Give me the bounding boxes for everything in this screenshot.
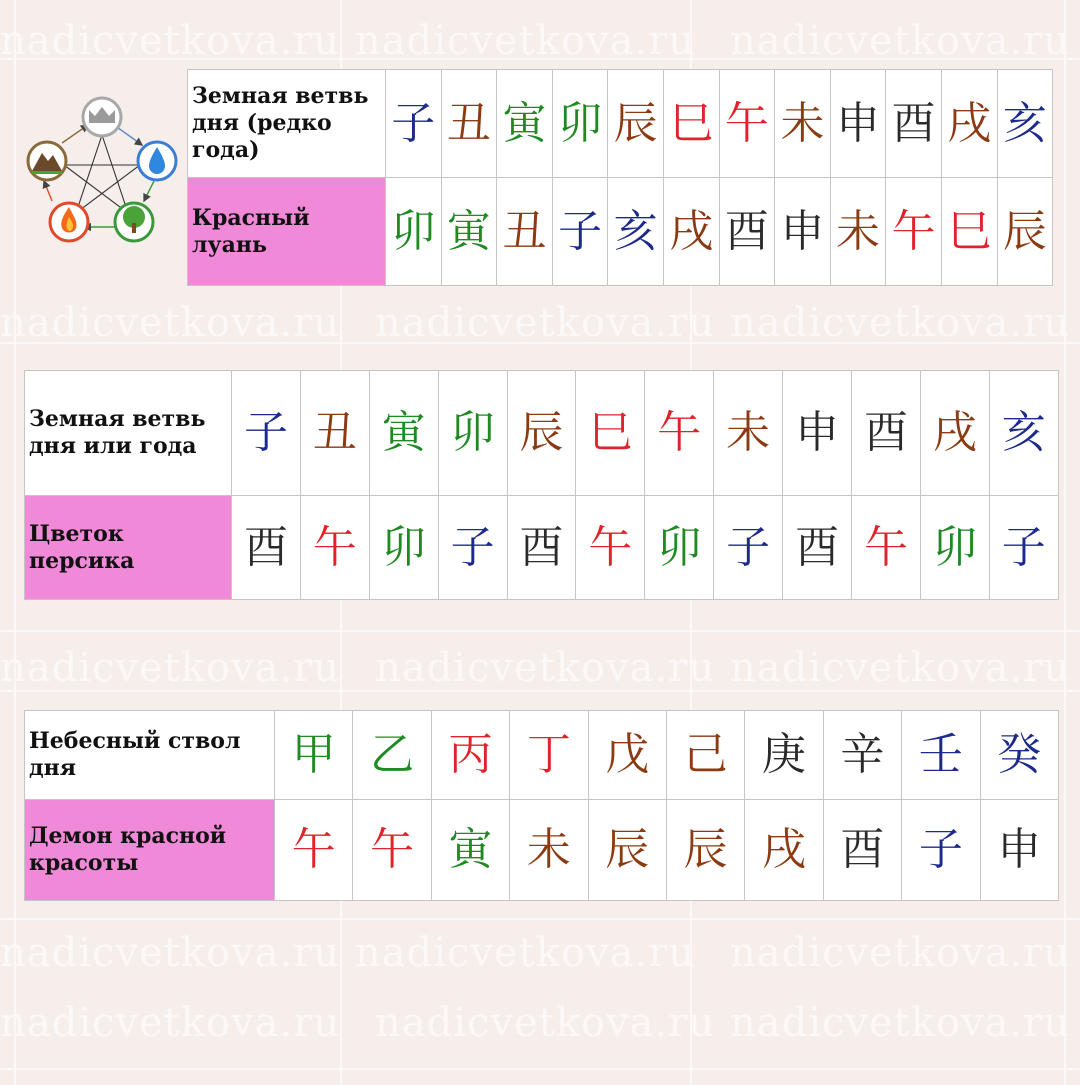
char-cell xyxy=(775,70,831,178)
char-cell xyxy=(608,178,664,286)
branch-char: 午 xyxy=(312,521,357,573)
branch-char: 酉 xyxy=(840,824,885,875)
watermark-text: nadicvetkova.ru xyxy=(0,1000,341,1046)
char-cell xyxy=(663,70,719,178)
branch-char: 辰 xyxy=(605,824,650,875)
char-cell xyxy=(438,496,507,600)
char-cell xyxy=(745,800,823,901)
char-cell xyxy=(576,371,645,496)
char-cell xyxy=(886,70,942,178)
char-cell xyxy=(232,496,301,600)
watermark-text: nadicvetkova.ru xyxy=(730,18,1071,64)
char-cell xyxy=(997,70,1053,178)
branch-char: 午 xyxy=(291,824,336,875)
branch-char: 辰 xyxy=(519,407,564,458)
branch-char: 卯 xyxy=(391,205,436,257)
branch-char: 午 xyxy=(863,521,908,573)
branch-char: 丑 xyxy=(502,205,547,257)
watermark-text: nadicvetkova.ru xyxy=(375,300,716,346)
watermark-text: nadicvetkova.ru xyxy=(730,930,1071,976)
watermark-text: nadicvetkova.ru xyxy=(0,300,341,346)
branch-char: 卯 xyxy=(450,407,495,458)
red-beauty-demon-table xyxy=(24,710,1059,901)
branch-char: 丁 xyxy=(526,729,571,780)
char-cell xyxy=(645,496,714,600)
char-cell xyxy=(588,800,666,901)
watermark-text: nadicvetkova.ru xyxy=(375,1000,716,1046)
branch-char: 申 xyxy=(795,407,840,458)
char-cell xyxy=(714,496,783,600)
char-cell xyxy=(920,371,989,496)
branch-char: 戌 xyxy=(947,97,992,149)
branch-char: 癸 xyxy=(997,729,1042,780)
row-label-earthly-branch: Земная ветвь дня или года xyxy=(25,371,232,496)
table-row xyxy=(25,800,1059,901)
char-cell xyxy=(886,178,942,286)
table-row xyxy=(25,496,1059,600)
table-row xyxy=(25,371,1059,496)
branch-char: 戊 xyxy=(605,729,650,780)
char-cell xyxy=(989,371,1058,496)
char-cell xyxy=(852,371,921,496)
char-cell xyxy=(431,800,509,901)
branch-char: 酉 xyxy=(243,521,288,573)
char-cell xyxy=(719,70,775,178)
char-cell xyxy=(431,711,509,800)
char-cell xyxy=(719,178,775,286)
char-cell xyxy=(980,800,1058,901)
mountain-icon xyxy=(28,142,66,180)
tree-icon xyxy=(115,203,153,241)
branch-char: 午 xyxy=(724,97,769,149)
char-cell xyxy=(902,711,980,800)
char-cell xyxy=(510,800,588,901)
char-cell xyxy=(823,711,901,800)
char-cell xyxy=(902,800,980,901)
branch-char: 辰 xyxy=(1002,205,1047,257)
branch-char: 卯 xyxy=(381,521,426,573)
char-cell xyxy=(830,70,886,178)
branch-char: 戌 xyxy=(932,407,977,458)
char-cell xyxy=(497,178,553,286)
char-cell xyxy=(353,800,431,901)
watermark-text: nadicvetkova.ru xyxy=(730,300,1071,346)
char-cell xyxy=(920,496,989,600)
branch-char: 午 xyxy=(588,521,633,573)
branch-char: 寅 xyxy=(446,205,491,257)
branch-char: 申 xyxy=(997,824,1042,875)
branch-char: 丑 xyxy=(312,407,357,458)
branch-char: 丑 xyxy=(446,97,491,149)
watermark-text: nadicvetkova.ru xyxy=(0,18,341,64)
char-cell xyxy=(663,178,719,286)
row-label-peach-blossom: Цветок персика xyxy=(25,496,232,600)
char-cell xyxy=(353,711,431,800)
char-cell xyxy=(386,70,442,178)
char-cell xyxy=(552,70,608,178)
peach-blossom-table xyxy=(24,370,1059,600)
char-cell xyxy=(441,70,497,178)
watermark-text: nadicvetkova.ru xyxy=(0,930,341,976)
branch-char: 辰 xyxy=(613,97,658,149)
branch-char: 巳 xyxy=(947,205,992,257)
water-drop-icon xyxy=(138,142,176,180)
branch-char: 子 xyxy=(558,205,603,257)
char-cell xyxy=(852,496,921,600)
char-cell xyxy=(645,371,714,496)
branch-char: 庚 xyxy=(762,729,807,780)
char-cell xyxy=(507,496,576,600)
branch-char: 卯 xyxy=(657,521,702,573)
char-cell xyxy=(783,496,852,600)
fire-icon xyxy=(50,203,88,241)
branch-char: 子 xyxy=(726,521,771,573)
branch-char: 酉 xyxy=(724,205,769,257)
char-cell xyxy=(275,800,353,901)
char-cell xyxy=(989,496,1058,600)
branch-char: 壬 xyxy=(918,729,963,780)
table-row xyxy=(25,711,1059,800)
char-cell xyxy=(714,371,783,496)
branch-char: 申 xyxy=(780,205,825,257)
branch-char: 戌 xyxy=(669,205,714,257)
branch-char: 午 xyxy=(370,824,415,875)
char-cell xyxy=(275,711,353,800)
row-label-red-luan: Красный луань xyxy=(188,178,386,286)
char-cell xyxy=(507,371,576,496)
branch-char: 卯 xyxy=(932,521,977,573)
five-elements-wheel xyxy=(22,95,182,255)
branch-char: 申 xyxy=(836,97,881,149)
branch-char: 寅 xyxy=(381,407,426,458)
branch-char: 亥 xyxy=(613,205,658,257)
char-cell xyxy=(300,371,369,496)
char-cell xyxy=(552,178,608,286)
branch-char: 酉 xyxy=(891,97,936,149)
char-cell xyxy=(608,70,664,178)
watermark-text: nadicvetkova.ru xyxy=(730,645,1071,691)
branch-char: 寅 xyxy=(448,824,493,875)
branch-char: 亥 xyxy=(1001,407,1046,458)
char-cell xyxy=(745,711,823,800)
char-cell xyxy=(823,800,901,901)
char-cell xyxy=(997,178,1053,286)
branch-char: 酉 xyxy=(863,407,908,458)
char-cell xyxy=(232,371,301,496)
watermark-text: nadicvetkova.ru xyxy=(0,645,341,691)
branch-char: 未 xyxy=(526,824,571,875)
char-cell xyxy=(576,496,645,600)
table-row xyxy=(188,70,1053,178)
branch-char: 午 xyxy=(657,407,702,458)
char-cell xyxy=(666,711,744,800)
watermark-text: nadicvetkova.ru xyxy=(730,1000,1071,1046)
branch-char: 未 xyxy=(836,205,881,257)
branch-char: 酉 xyxy=(795,521,840,573)
char-cell xyxy=(980,711,1058,800)
char-cell xyxy=(941,70,997,178)
row-label-red-beauty-demon: Демон красной красоты xyxy=(25,800,275,901)
branch-char: 酉 xyxy=(519,521,564,573)
watermark-text: nadicvetkova.ru xyxy=(355,18,696,64)
row-label-heavenly-stem: Небесный ствол дня xyxy=(25,711,275,800)
char-cell xyxy=(941,178,997,286)
branch-char: 子 xyxy=(918,824,963,875)
branch-char: 乙 xyxy=(370,729,415,780)
char-cell xyxy=(830,178,886,286)
branch-char: 未 xyxy=(780,97,825,149)
branch-char: 丙 xyxy=(448,729,493,780)
branch-char: 子 xyxy=(450,521,495,573)
branch-char: 子 xyxy=(391,97,436,149)
branch-char: 子 xyxy=(243,407,288,458)
char-cell xyxy=(441,178,497,286)
branch-char: 辛 xyxy=(840,729,885,780)
char-cell xyxy=(386,178,442,286)
char-cell xyxy=(300,496,369,600)
row-label-earthly-branch: Земная ветвь дня (редко года) xyxy=(188,70,386,178)
branch-char: 寅 xyxy=(502,97,547,149)
watermark-text: nadicvetkova.ru xyxy=(375,645,716,691)
char-cell xyxy=(666,800,744,901)
watermark-text: nadicvetkova.ru xyxy=(355,930,696,976)
char-cell xyxy=(369,371,438,496)
branch-char: 巳 xyxy=(669,97,714,149)
char-cell xyxy=(369,496,438,600)
char-cell xyxy=(775,178,831,286)
branch-char: 辰 xyxy=(683,824,728,875)
branch-char: 戌 xyxy=(762,824,807,875)
char-cell xyxy=(588,711,666,800)
char-cell xyxy=(497,70,553,178)
branch-char: 未 xyxy=(726,407,771,458)
branch-char: 亥 xyxy=(1002,97,1047,149)
table-row xyxy=(188,178,1053,286)
branch-char: 卯 xyxy=(558,97,603,149)
crown-icon xyxy=(83,98,121,136)
char-cell xyxy=(510,711,588,800)
char-cell xyxy=(438,371,507,496)
branch-char: 午 xyxy=(891,205,936,257)
branch-char: 甲 xyxy=(291,729,336,780)
branch-char: 己 xyxy=(683,729,728,780)
branch-char: 巳 xyxy=(588,407,633,458)
red-luan-table xyxy=(187,69,1053,286)
branch-char: 子 xyxy=(1001,521,1046,573)
char-cell xyxy=(783,371,852,496)
